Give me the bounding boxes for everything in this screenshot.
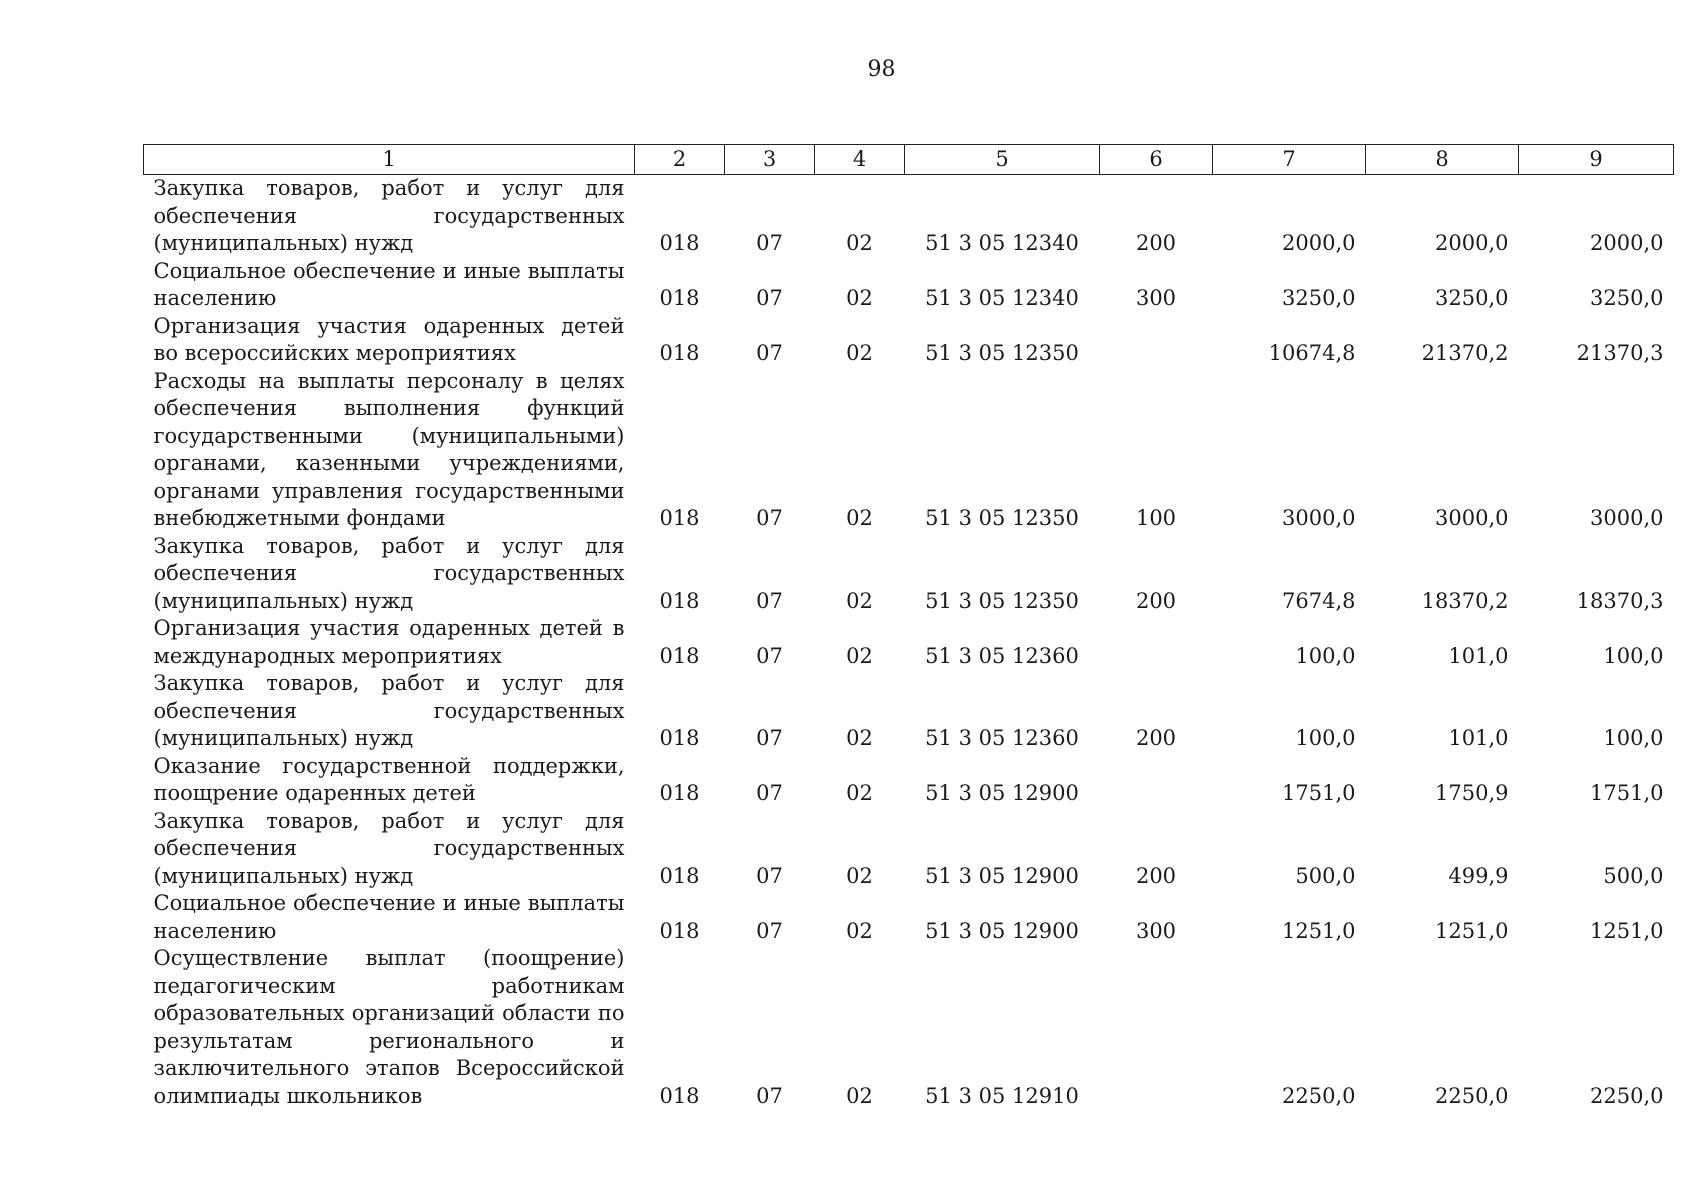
amount-col-8: 3000,0	[1435, 506, 1509, 530]
amount-col-8: 2000,0	[1435, 231, 1509, 255]
target-article-code: 51 3 05 12340	[925, 286, 1079, 310]
amount-col-8: 101,0	[1448, 643, 1509, 668]
item-name: Закупка товаров, работ и услуг для обеспечения государственных (муниципальных) нужд	[153, 808, 625, 888]
item-name: Закупка товаров, работ и услуг для обеспечения государственных (муниципальных) нужд	[153, 533, 625, 613]
expense-type-code: 200	[1135, 588, 1177, 613]
target-article-code: 51 3 05 12360	[925, 726, 1079, 750]
expense-type-code	[1100, 945, 1213, 1110]
amount-col-9: 500,0	[1603, 863, 1664, 888]
header-col-4: 4	[815, 145, 905, 175]
subsection-code: 02	[846, 506, 873, 530]
header-col-8: 8	[1366, 145, 1519, 175]
item-name: Социальное обеспечение и иные выплаты населению	[153, 258, 625, 310]
table-header	[144, 145, 1674, 175]
expense-type-code: 200	[1135, 726, 1177, 750]
table-row	[144, 753, 1674, 808]
expense-type-code: 100	[1135, 506, 1177, 530]
header-col-6: 6	[1100, 145, 1213, 175]
ministry-code: 018	[659, 918, 700, 943]
amount-col-7: 7674,8	[1282, 588, 1356, 613]
amount-col-8: 21370,2	[1421, 341, 1509, 365]
item-name: Расходы на выплаты персоналу в целях обеспечения выполнения функций государственными (муниципальными) органами, казенными учреждениями, органами управления государственными внебюджетными фондами	[153, 368, 625, 530]
target-article-code: 51 3 05 12900	[925, 781, 1079, 805]
amount-col-7: 1251,0	[1282, 918, 1356, 943]
amount-col-7: 3000,0	[1282, 506, 1356, 530]
amount-col-9: 2250,0	[1590, 1083, 1664, 1108]
table-row	[144, 890, 1674, 945]
target-article-code: 51 3 05 12340	[925, 231, 1079, 255]
amount-col-9: 100,0	[1603, 643, 1664, 668]
ministry-code: 018	[659, 231, 700, 255]
ministry-code: 018	[659, 643, 700, 668]
subsection-code: 02	[846, 588, 873, 613]
table-row	[144, 670, 1674, 753]
target-article-code: 51 3 05 12910	[925, 1083, 1079, 1108]
ministry-code: 018	[659, 588, 700, 613]
target-article-code: 51 3 05 12360	[925, 643, 1079, 668]
subsection-code: 02	[846, 918, 873, 943]
expense-type-code: 200	[1135, 863, 1177, 888]
target-article-code: 51 3 05 12350	[925, 341, 1079, 365]
section-code: 07	[756, 1083, 783, 1108]
section-code: 07	[756, 506, 783, 530]
amount-col-8: 1251,0	[1435, 918, 1509, 943]
amount-col-9: 100,0	[1603, 726, 1664, 750]
amount-col-7: 2250,0	[1282, 1083, 1356, 1108]
amount-col-9: 1751,0	[1590, 781, 1664, 805]
table-row	[144, 945, 1674, 1110]
table-row	[144, 368, 1674, 533]
amount-col-9: 3250,0	[1590, 286, 1664, 310]
table-row	[144, 615, 1674, 670]
subsection-code: 02	[846, 231, 873, 255]
amount-col-7: 2000,0	[1282, 231, 1356, 255]
header-row	[144, 145, 1674, 175]
ministry-code: 018	[659, 781, 700, 805]
table-row	[144, 808, 1674, 891]
subsection-code: 02	[846, 1083, 873, 1108]
amount-col-8: 18370,2	[1421, 588, 1509, 613]
amount-col-8: 101,0	[1448, 726, 1509, 750]
table-row	[144, 258, 1674, 313]
amount-col-9: 3000,0	[1590, 506, 1664, 530]
table-body	[144, 175, 1674, 1111]
expense-type-code	[1100, 753, 1213, 808]
ministry-code: 018	[659, 506, 700, 530]
expense-type-code: 300	[1135, 918, 1177, 943]
header-col-5: 5	[905, 145, 1100, 175]
section-code: 07	[756, 231, 783, 255]
amount-col-7: 500,0	[1295, 863, 1356, 888]
item-name: Оказание государственной поддержки, поощрение одаренных детей	[153, 753, 625, 805]
page-number: 98	[867, 57, 896, 82]
item-name: Социальное обеспечение и иные выплаты населению	[153, 891, 625, 943]
expense-type-code	[1100, 615, 1213, 670]
section-code: 07	[756, 781, 783, 805]
amount-col-9: 21370,3	[1576, 341, 1664, 365]
subsection-code: 02	[846, 286, 873, 310]
subsection-code: 02	[846, 781, 873, 805]
target-article-code: 51 3 05 12350	[925, 588, 1079, 613]
header-col-7: 7	[1213, 145, 1366, 175]
expense-type-code: 300	[1135, 286, 1177, 310]
amount-col-7: 3250,0	[1282, 286, 1356, 310]
expense-type-code: 200	[1135, 231, 1177, 255]
ministry-code: 018	[659, 286, 700, 310]
ministry-code: 018	[659, 341, 700, 365]
section-code: 07	[756, 341, 783, 365]
amount-col-8: 1750,9	[1435, 781, 1509, 805]
expense-type-code	[1100, 313, 1213, 368]
section-code: 07	[756, 643, 783, 668]
amount-col-8: 499,9	[1448, 863, 1509, 888]
subsection-code: 02	[846, 863, 873, 888]
target-article-code: 51 3 05 12900	[925, 918, 1079, 943]
item-name: Осуществление выплат (поощрение) педагогическим работникам образовательных организаций области по результатам регионального и заключительного этапов Всероссийской олимпиады школьников	[153, 946, 625, 1108]
section-code: 07	[756, 863, 783, 888]
section-code: 07	[756, 726, 783, 750]
amount-col-9: 1251,0	[1590, 918, 1664, 943]
header-col-3: 3	[725, 145, 815, 175]
section-code: 07	[756, 588, 783, 613]
ministry-code: 018	[659, 1083, 700, 1108]
table-row	[144, 313, 1674, 368]
item-name: Закупка товаров, работ и услуг для обеспечения государственных (муниципальных) нужд	[153, 176, 625, 255]
subsection-code: 02	[846, 643, 873, 668]
budget-table	[143, 144, 1674, 1110]
header-col-9: 9	[1519, 145, 1674, 175]
ministry-code: 018	[659, 863, 700, 888]
amount-col-7: 100,0	[1295, 726, 1356, 750]
subsection-code: 02	[846, 341, 873, 365]
amount-col-7: 1751,0	[1282, 781, 1356, 805]
amount-col-9: 2000,0	[1590, 231, 1664, 255]
amount-col-9: 18370,3	[1576, 588, 1664, 613]
section-code: 07	[756, 918, 783, 943]
amount-col-8: 2250,0	[1435, 1083, 1509, 1108]
amount-col-7: 100,0	[1295, 643, 1356, 668]
item-name: Организация участия одаренных детей в международных мероприятиях	[153, 616, 625, 668]
header-col-2: 2	[635, 145, 725, 175]
table-row	[144, 533, 1674, 616]
section-code: 07	[756, 286, 783, 310]
item-name: Организация участия одаренных детей во всероссийских мероприятиях	[153, 313, 625, 365]
item-name: Закупка товаров, работ и услуг для обеспечения государственных (муниципальных) нужд	[153, 671, 625, 750]
subsection-code: 02	[846, 726, 873, 750]
header-col-1: 1	[144, 145, 635, 175]
ministry-code: 018	[659, 726, 700, 750]
target-article-code: 51 3 05 12350	[925, 506, 1079, 530]
amount-col-7: 10674,8	[1268, 341, 1356, 365]
amount-col-8: 3250,0	[1435, 286, 1509, 310]
table-row	[144, 175, 1674, 258]
target-article-code: 51 3 05 12900	[925, 863, 1079, 888]
